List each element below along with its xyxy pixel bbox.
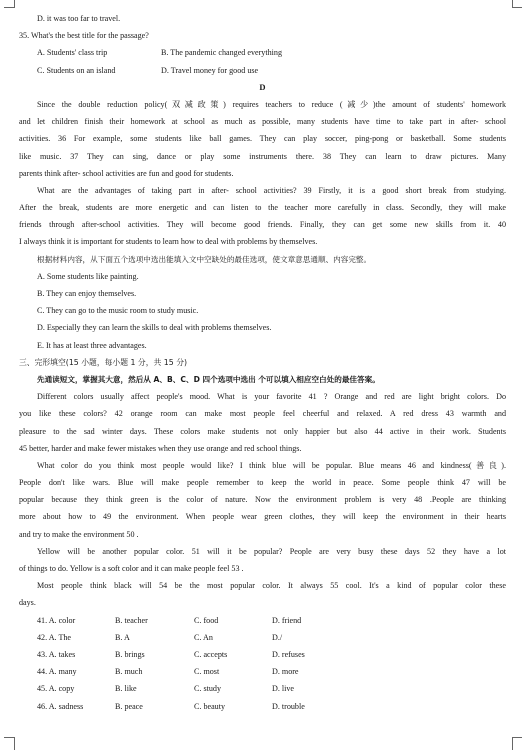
section-d-option: A. Some students like painting. — [37, 271, 139, 281]
cloze-line: of things to do. Yellow is a soft color and it can make people feel 53 . — [19, 564, 244, 573]
cloze-line: popular because they think green is the color of nature. Now the environment problem is very 48 .People are thinking — [19, 495, 506, 505]
answer-row — [19, 612, 506, 629]
cloze-line: more about how to 49 the environment. When people wear green clothes, they will keep the environment in their hearts — [19, 512, 506, 522]
crop-mark-top-left-v — [14, 0, 15, 8]
q35-options-ab — [19, 44, 506, 61]
exam-page — [19, 10, 506, 715]
answer-option: 43. A. takes — [37, 649, 76, 659]
answer-row — [19, 646, 506, 663]
q35-options-cd — [19, 62, 506, 79]
answer-option: C. food — [194, 615, 219, 625]
crop-mark-bottom-right-h — [512, 737, 522, 738]
answer-option: C. accepts — [194, 649, 228, 659]
cloze-line: Yellow will be another popular color. 51 will it be popular? People are very busy these days 52 they have a lot — [37, 546, 506, 556]
answer-option: C. most — [194, 667, 220, 677]
answer-row — [19, 698, 506, 715]
cloze-line: days. — [19, 598, 36, 608]
answer-row — [19, 680, 506, 697]
answer-option: D. live — [272, 684, 295, 694]
crop-mark-top-right-v — [512, 0, 513, 8]
answer-option: D. friend — [272, 615, 302, 625]
cloze-line: pleasure to the sad winter days. These colors make students not only happier but also 44 active in their work. Students — [19, 426, 506, 436]
cloze-line: People don't like wars. Blue will make people remember to keep the world in peace. Some people think 47 will be — [19, 478, 506, 488]
answer-option: B. brings — [115, 649, 145, 659]
q35-option-c: C. Students on an island — [37, 65, 116, 75]
answer-option: C. An — [194, 632, 213, 642]
answer-option: B. much — [115, 667, 143, 677]
answer-row — [19, 663, 506, 680]
crop-mark-bottom-right-v — [512, 737, 513, 750]
cloze-line: Most people think black will 54 be the most popular color. It always 55 cool. It's a kind of popular color these — [37, 581, 506, 591]
passage-d-line: I always think it is important for students to learn how to deal with problems by themselves. — [19, 237, 318, 247]
answer-option: D. refuses — [272, 649, 305, 659]
answer-option: B. peace — [115, 701, 143, 711]
section-d-instruction: 根据材料内容，从下面五个选项中选出能填入文中空缺处的最佳选项，使文章意思通顺、内容完整。 — [37, 254, 372, 264]
q35-stem: 35. What's the best title for the passage? — [19, 31, 149, 41]
cloze-line: 45 better, harder and make fewer mistakes when they use orange and red school things. — [19, 443, 302, 453]
answer-option: 42. A. The — [37, 632, 72, 642]
crop-mark-top-right-h — [512, 7, 522, 8]
q35-option-d: D. Travel money for good use — [161, 65, 259, 75]
answer-option: 46. A. sadness — [37, 701, 84, 711]
crop-mark-bottom-left-h — [4, 737, 14, 738]
passage-d-line: friends through after-school activities. They will become good friends. Finally, they can get some new skills from it. 40 — [19, 220, 506, 230]
crop-mark-top-left-h — [4, 7, 14, 8]
cloze-line: and try to make the environment 50 . — [19, 529, 139, 539]
answer-option: D. trouble — [272, 701, 305, 711]
section-d-option: D. Especially they can learn the skills to deal with problems themselves. — [37, 323, 272, 333]
answer-option: B. like — [115, 684, 137, 694]
passage-d-line: parents think after- school activities are fun and good for students. — [19, 168, 234, 178]
q35-option-b: B. The pandemic changed everything — [161, 48, 282, 58]
answer-option: D./ — [272, 632, 283, 642]
passage-d-line: After the break, students are more energetic and can listen to the teacher more carefully in class. Secondly, they will make — [19, 203, 506, 213]
answer-row — [19, 629, 506, 646]
cloze-line: Different colors usually affect people's mood. What is your favorite 41 ? Orange and red are light bright colors. Do — [37, 392, 506, 402]
passage-d-line: Since the double reduction policy(双减政策) requires teachers to reduce (减少)the amount of students' homework — [37, 99, 506, 109]
section-d-title: D — [259, 81, 266, 92]
answer-option: B. A — [115, 632, 130, 642]
answer-option: D. more — [272, 667, 299, 677]
answer-option: 45. A. copy — [37, 684, 75, 694]
cloze-instruction: 先通读短文，掌握其大意，然后从 A、B、C、D 四个选项中选出 个可以填入相应空白处的最佳答案。 — [37, 374, 380, 384]
section-3-heading: 三、完形填空(15 小题，每小题 1 分，共 15 分) — [19, 357, 188, 367]
answer-option: C. study — [194, 684, 221, 694]
answer-option: 44. A. many — [37, 667, 77, 677]
cloze-line: you like these colors? 42 orange room can make most people feel cheerful and relaxed. A red dress 43 warmth and — [19, 409, 506, 419]
q34-option-d: D. it was too far to travel. — [37, 14, 121, 23]
crop-mark-bottom-left-v — [14, 737, 15, 750]
passage-d-line: like music. 37 They can sing, dance or play some instruments there. 38 They can learn to draw pictures. Many — [19, 151, 506, 161]
passage-d-line: and let children finish their homework at school as much as possible, many students have time to take part in after- school — [19, 117, 506, 127]
passage-d-line: What are the advantages of taking part in after- school activities? 39 Firstly, it is a good short break from studying. — [37, 185, 506, 195]
section-d-option: B. They can enjoy themselves. — [37, 289, 137, 298]
section-d-option: E. It has at least three advantages. — [37, 340, 147, 350]
answer-option: 41. A. color — [37, 615, 76, 625]
passage-d-line: activities. 36 For example, some students like ball games. They can play soccer, ping-pong or basketball. Some students — [19, 134, 506, 144]
answer-option: B. teacher — [115, 615, 148, 625]
q35-option-a: A. Students' class trip — [37, 48, 108, 58]
cloze-line: What color do you think most people would like? I think blue will be popular. Blue means 46 and kindness(善良). — [37, 460, 506, 470]
answer-option: C. beauty — [194, 701, 226, 711]
section-d-option: C. They can go to the music room to study music. — [37, 306, 199, 316]
